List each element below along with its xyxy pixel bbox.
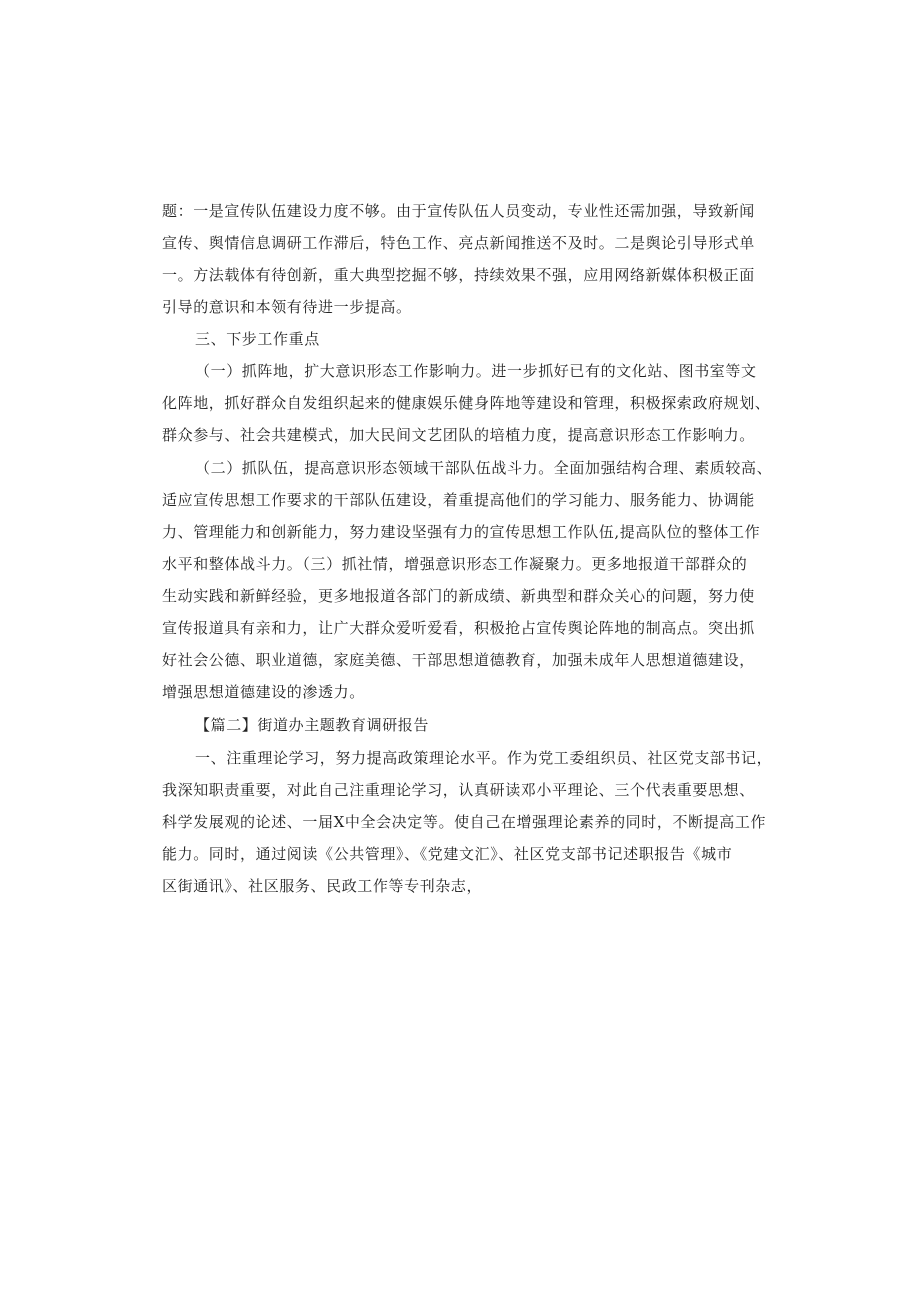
text-line: 群众参与、社会共建模式，加大民间文艺团队的培植力度，提高意识形态工作影响力。: [162, 426, 755, 444]
text-line: 我深知职责重要，对此自己注重理论学习，认真研读邓小平理论、三个代表重要思想、: [162, 781, 755, 799]
text-line: 一。方法载体有待创新，重大典型挖掘不够，持续效果不强，应用网络新媒体积极正面: [162, 266, 755, 284]
text-line: 水平和整体战斗力。（三）抓社情，增强意识形态工作凝聚力。更多地报道干部群众的: [162, 555, 748, 573]
text-line: 宣传、舆情信息调研工作滞后，特色工作、亮点新闻推送不及时。二是舆论引导形式单: [162, 234, 755, 252]
text-line: 适应宣传思想工作要求的干部队伍建设，着重提高他们的学习能力、服务能力、协调能: [162, 491, 755, 509]
text-line: 区街通讯》、社区服务、民政工作等专刊杂志，: [162, 877, 483, 895]
text-line: 化阵地，抓好群众自发组织起来的健康娱乐健身阵地等建设和管理，积极探索政府规划、: [162, 394, 771, 412]
text-line: 生动实践和新鲜经验，更多地报道各部门的新成绩、新典型和群众关心的问题，努力使: [162, 587, 755, 605]
section-heading: 【篇二】街道办主题教育调研报告: [195, 716, 430, 734]
text-line: 力、管理能力和创新能力，努力建设坚强有力的宣传思想工作队伍,提高队位的整体工作: [162, 523, 761, 541]
section-heading: 三、下步工作重点: [195, 330, 320, 348]
text-line: 宣传报道具有亲和力，让广大群众爱听爱看，积极抢占宣传舆论阵地的制高点。突出抓: [162, 619, 755, 637]
text-line: 一、注重理论学习，努力提高政策理论水平。作为党工委组织员、社区党支部书记，: [195, 749, 773, 767]
text-line: 增强思想道德建设的渗透力。: [162, 683, 365, 701]
text-line: （一）抓阵地，扩大意识形态工作影响力。进一步抓好已有的文化站、图书室等文: [195, 362, 757, 380]
text-line: 引导的意识和本领有待进一步提高。: [162, 298, 412, 316]
text-line: 能力。同时，通过阅读《公共管理》、《党建文汇》、社区党支部书记述职报告《城市: [162, 845, 733, 863]
text-line: 好社会公德、职业道德，家庭美德、干部思想道德教育，加强未成年人思想道德建设，: [162, 651, 755, 669]
text-line: （二）抓队伍，提高意识形态领域干部队伍战斗力。全面加强结构合理、素质较高、: [195, 459, 773, 477]
text-line: 题：一是宣传队伍建设力度不够。由于宣传队伍人员变动，专业性还需加强，导致新闻: [162, 202, 755, 220]
text-line: 科学发展观的论述、一届X中全会决定等。使自己在增强理论素养的同时，不断提高工作: [162, 813, 767, 831]
